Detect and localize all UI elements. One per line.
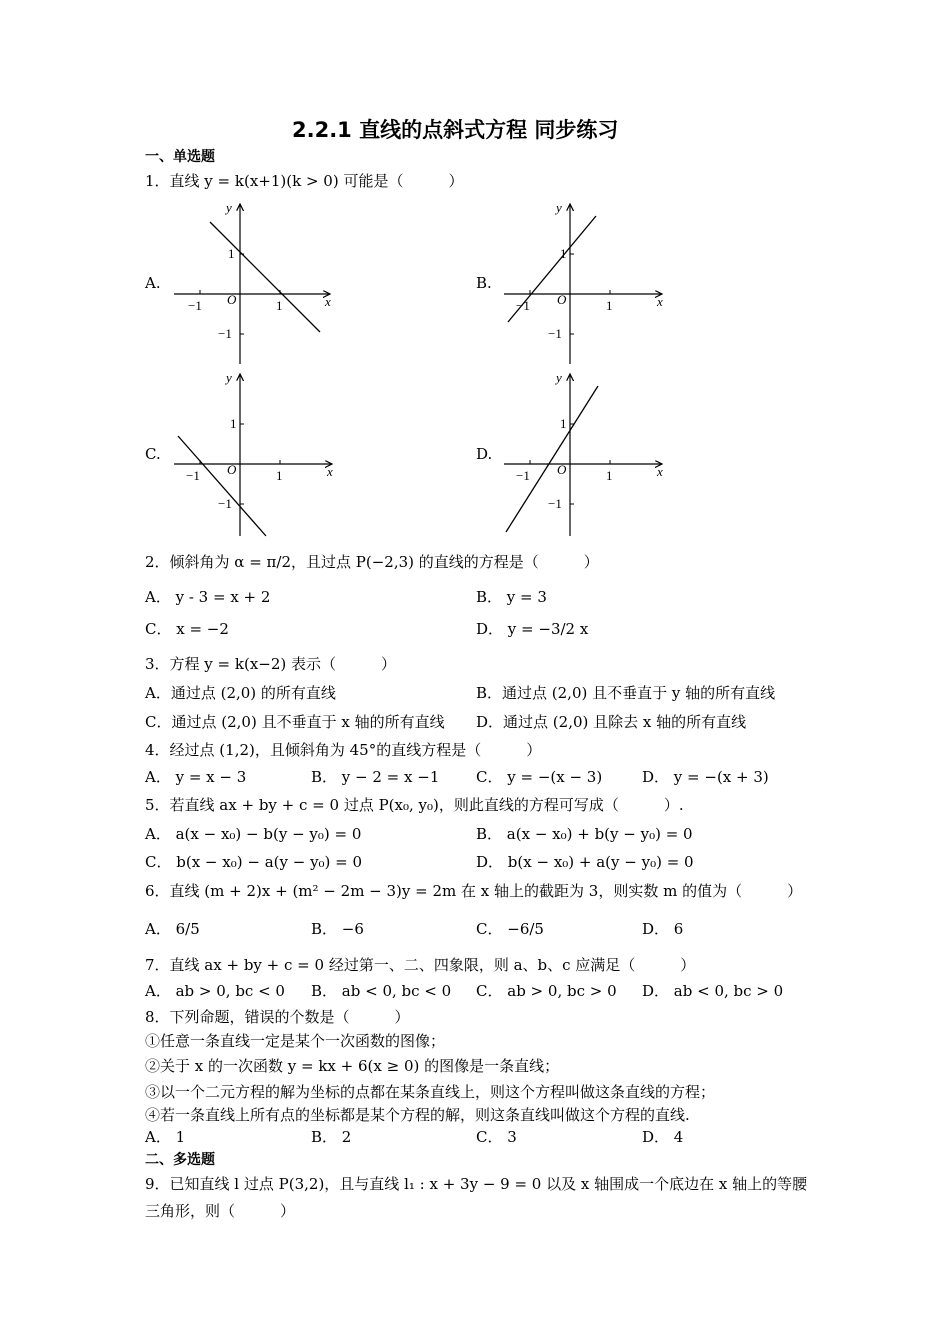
q8-item-2: ②关于 x 的一次函数 y = kx + 6(x ≥ 0) 的图像是一条直线； bbox=[145, 1057, 560, 1075]
q4-option-c: C． y = −(x − 3) bbox=[476, 768, 603, 786]
q4-stem: 4．经过点 (1,2)，且倾斜角为 45°的直线方程是（ ） bbox=[145, 741, 542, 759]
tick-y-neg1: −1 bbox=[548, 496, 562, 511]
x-label: x bbox=[657, 294, 663, 309]
page-title: 2.2.1 直线的点斜式方程 同步练习 bbox=[292, 118, 619, 142]
tick-x-neg1: −1 bbox=[516, 468, 530, 483]
q3-option-a: A．通过点 (2,0) 的所有直线 bbox=[145, 684, 336, 702]
tick-x-neg1: −1 bbox=[188, 298, 202, 313]
q1-option-a-label: A. bbox=[145, 274, 161, 292]
q8-item-4: ④若一条直线上所有点的坐标都是某个方程的解，则这条直线叫做这个方程的直线. bbox=[145, 1106, 690, 1124]
tick-y-1: 1 bbox=[230, 416, 237, 431]
q6-option-a: A． 6/5 bbox=[145, 920, 200, 938]
q7-option-b: B． ab < 0, bc < 0 bbox=[311, 982, 452, 1000]
q6-option-b: B． −6 bbox=[311, 920, 364, 938]
section-multi-choice: 二、多选题 bbox=[145, 1152, 215, 1168]
q3-stem: 3．方程 y = k(x−2) 表示（ ） bbox=[145, 655, 397, 673]
y-label: y bbox=[556, 200, 562, 215]
q5-option-d: D． b(x − x₀) + a(y − y₀) = 0 bbox=[476, 853, 694, 871]
origin-label: O bbox=[557, 292, 567, 307]
q2-stem: 2．倾斜角为 α = π/2，且过点 P(−2,3) 的直线的方程是（ ） bbox=[145, 553, 599, 571]
q1-graph-d bbox=[500, 368, 670, 540]
q2-option-c: C． x = −2 bbox=[145, 620, 229, 638]
q8-item-3: ③以一个二元方程的解为坐标的点都在某条直线上，则这个方程叫做这条直线的方程； bbox=[145, 1083, 716, 1101]
q5-option-a: A． a(x − x₀) − b(y − y₀) = 0 bbox=[145, 825, 362, 843]
q8-option-b: B． 2 bbox=[311, 1128, 352, 1146]
q8-stem: 8．下列命题，错误的个数是（ ） bbox=[145, 1008, 410, 1026]
q8-option-c: C． 3 bbox=[476, 1128, 517, 1146]
tick-x-1: 1 bbox=[276, 298, 283, 313]
tick-y-1: 1 bbox=[560, 416, 567, 431]
tick-y-1: 1 bbox=[560, 246, 567, 261]
q4-option-a: A． y = x − 3 bbox=[145, 768, 247, 786]
q4-option-d: D． y = −(x + 3) bbox=[642, 768, 769, 786]
y-label: y bbox=[226, 200, 232, 215]
y-label: y bbox=[226, 370, 232, 385]
q6-option-d: D． 6 bbox=[642, 920, 684, 938]
q7-option-c: C． ab > 0, bc > 0 bbox=[476, 982, 617, 1000]
q1-option-b-label: B. bbox=[476, 274, 492, 292]
graph-line bbox=[210, 222, 320, 332]
q1-graph-a bbox=[170, 198, 340, 368]
graph-line bbox=[178, 436, 266, 536]
q8-option-d: D． 4 bbox=[642, 1128, 684, 1146]
q2-option-b: B． y = 3 bbox=[476, 588, 547, 606]
origin-label: O bbox=[227, 292, 237, 307]
x-label: x bbox=[325, 294, 331, 309]
q1-graph-b bbox=[500, 198, 670, 368]
tick-y-1: 1 bbox=[228, 246, 235, 261]
q8-option-a: A． 1 bbox=[145, 1128, 186, 1146]
x-label: x bbox=[657, 464, 663, 479]
q5-option-c: C． b(x − x₀) − a(y − y₀) = 0 bbox=[145, 853, 363, 871]
tick-x-1: 1 bbox=[606, 298, 613, 313]
q4-option-b: B． y − 2 = x −1 bbox=[311, 768, 440, 786]
tick-y-neg1: −1 bbox=[548, 326, 562, 341]
y-label: y bbox=[556, 370, 562, 385]
tick-x-1: 1 bbox=[276, 468, 283, 483]
q3-option-c: C．通过点 (2,0) 且不垂直于 x 轴的所有直线 bbox=[145, 713, 445, 731]
tick-x-neg1: −1 bbox=[516, 298, 530, 313]
origin-label: O bbox=[557, 462, 567, 477]
q8-item-1: ①任意一条直线一定是某个一次函数的图像； bbox=[145, 1032, 446, 1050]
q6-stem: 6．直线 (m + 2)x + (m² − 2m − 3)y = 2m 在 x 轴上的截距为 3，则实数 m 的值为（ ） bbox=[145, 882, 803, 900]
q7-stem: 7．直线 ax + by + c = 0 经过第一、二、四象限，则 a、b、c 应满足（ ） bbox=[145, 956, 696, 974]
q7-option-d: D． ab < 0, bc > 0 bbox=[642, 982, 784, 1000]
q3-option-d: D．通过点 (2,0) 且除去 x 轴的所有直线 bbox=[476, 713, 747, 731]
tick-y-neg1: −1 bbox=[218, 326, 232, 341]
x-label: x bbox=[327, 464, 333, 479]
tick-x-1: 1 bbox=[606, 468, 613, 483]
q5-stem: 5．若直线 ax + by + c = 0 过点 P(x₀, y₀)，则此直线的方程可写成（ ）. bbox=[145, 796, 684, 814]
q1-stem: 1．直线 y = k(x+1)(k > 0) 可能是（ ） bbox=[145, 172, 464, 190]
tick-y-neg1: −1 bbox=[218, 496, 232, 511]
q7-option-a: A． ab > 0, bc < 0 bbox=[145, 982, 285, 1000]
q1-option-c-label: C. bbox=[145, 445, 161, 463]
q6-option-c: C． −6/5 bbox=[476, 920, 544, 938]
section-single-choice: 一、单选题 bbox=[145, 149, 215, 165]
q2-option-a: A． y - 3 = x + 2 bbox=[145, 588, 271, 606]
q2-option-d: D． y = −3/2 x bbox=[476, 620, 589, 638]
q1-option-d-label: D. bbox=[476, 445, 493, 463]
q9-stem-line2: 三角形，则（ ） bbox=[145, 1202, 296, 1220]
q9-stem-line1: 9．已知直线 l 过点 P(3,2)，且与直线 l₁ : x + 3y − 9 = 0 以及 x 轴围成一个底边在 x 轴上的等腰 bbox=[145, 1175, 808, 1193]
origin-label: O bbox=[227, 462, 237, 477]
q3-option-b: B．通过点 (2,0) 且不垂直于 y 轴的所有直线 bbox=[476, 684, 776, 702]
q5-option-b: B． a(x − x₀) + b(y − y₀) = 0 bbox=[476, 825, 693, 843]
tick-x-neg1: −1 bbox=[186, 468, 200, 483]
q1-graph-c bbox=[170, 368, 340, 540]
